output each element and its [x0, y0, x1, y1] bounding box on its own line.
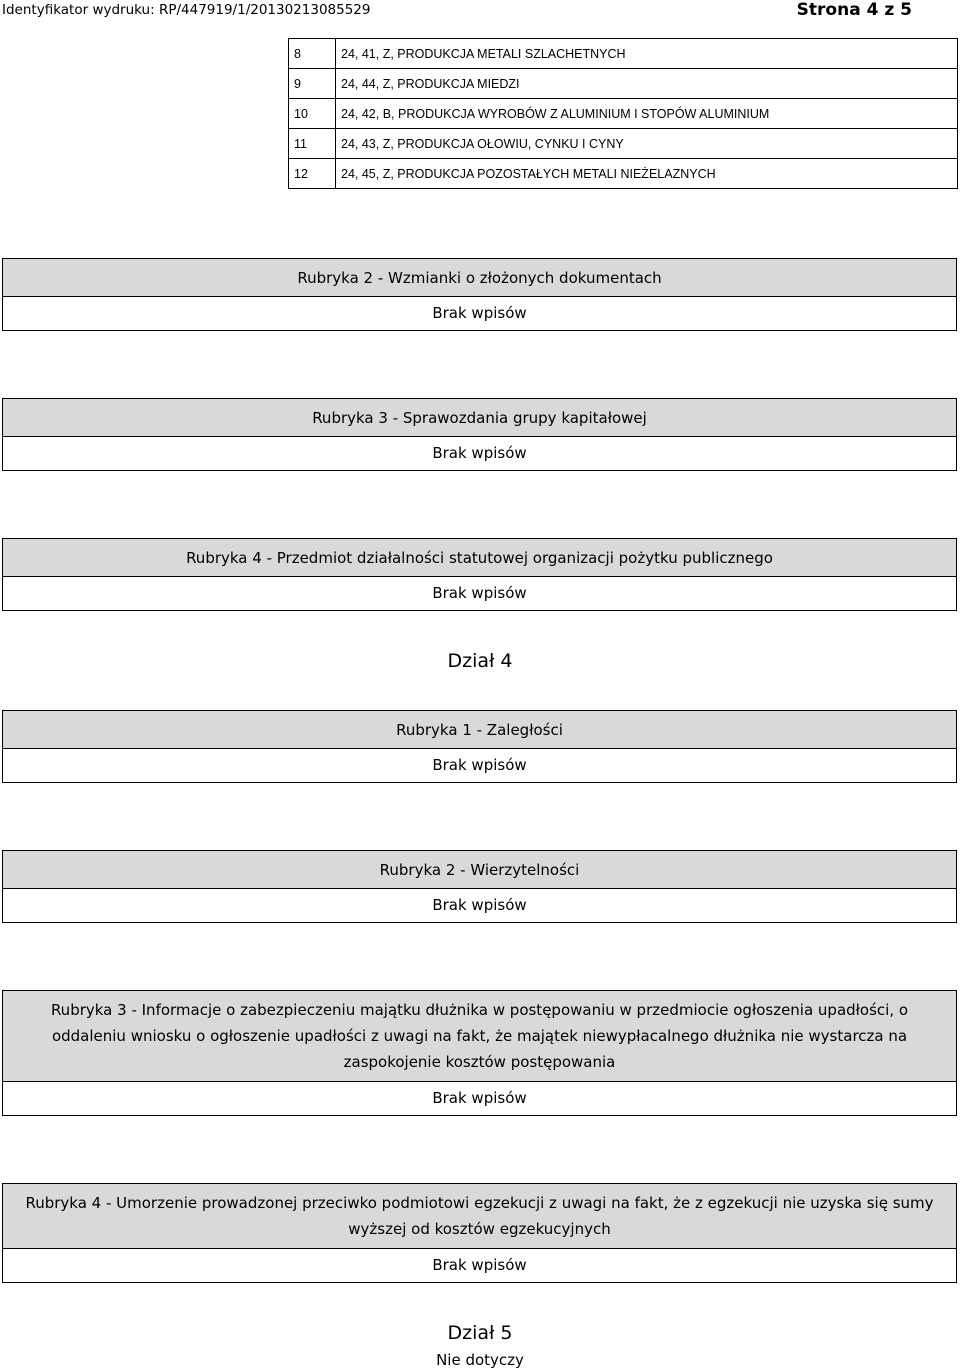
table-row — [289, 39, 958, 69]
row-number: 8 — [289, 39, 336, 69]
rubric-title: Rubryka 3 - Informacje o zabezpieczeniu majątku dłużnika w postępowaniu w przedmiocie ogłoszenia upadłości, o oddaleniu wniosku o ogłoszenie upadłości z uwagi na fakt, że majątek niewypłacalnego dłużnika nie wystarcza na zaspokojenie kosztów postępowania — [3, 991, 956, 1082]
rubric-body: Brak wpisów — [432, 1089, 527, 1107]
rubric-body: Brak wpisów — [432, 584, 527, 602]
rubric-body: Brak wpisów — [432, 304, 527, 322]
table-row — [289, 129, 958, 159]
rubric-body: Brak wpisów — [432, 896, 527, 914]
row-number: 11 — [289, 129, 336, 159]
rubric-box — [2, 990, 957, 1116]
rubric-box — [2, 1183, 957, 1283]
rubric-box — [2, 710, 957, 783]
rubric-title: Rubryka 2 - Wierzytelności — [3, 851, 956, 889]
table-row — [289, 159, 958, 189]
rubric-title: Rubryka 3 - Sprawozdania grupy kapitałowej — [3, 399, 956, 437]
print-identifier: Identyfikator wydruku: RP/447919/1/20130213085529 — [2, 2, 371, 18]
not-applicable-note: Nie dotyczy — [436, 1351, 524, 1369]
rubric-title: Rubryka 4 - Umorzenie prowadzonej przeciwko podmiotowi egzekucji z uwagi na fakt, że z egzekucji nie uzyska się sumy wyższej od kosztów egzekucyjnych — [3, 1184, 956, 1249]
row-number: 10 — [289, 99, 336, 129]
section-heading: Dział 5 — [447, 1322, 513, 1344]
rubric-body: Brak wpisów — [432, 444, 527, 462]
rubric-box — [2, 538, 957, 611]
table-row — [289, 69, 958, 99]
rubric-title: Rubryka 4 - Przedmiot działalności statutowej organizacji pożytku publicznego — [3, 539, 956, 577]
rubric-body: Brak wpisów — [432, 1256, 527, 1274]
rubric-body: Brak wpisów — [432, 756, 527, 774]
row-number: 12 — [289, 159, 336, 189]
activities-table — [288, 38, 958, 189]
row-text: 24, 45, Z, PRODUKCJA POZOSTAŁYCH METALI NIEŻELAZNYCH — [336, 159, 958, 189]
rubric-box — [2, 398, 957, 471]
rubric-title: Rubryka 1 - Zaległości — [3, 711, 956, 749]
row-text: 24, 44, Z, PRODUKCJA MIEDZI — [336, 69, 958, 99]
row-text: 24, 41, Z, PRODUKCJA METALI SZLACHETNYCH — [336, 39, 958, 69]
rubric-title: Rubryka 2 - Wzmianki o złożonych dokumentach — [3, 259, 956, 297]
section-heading: Dział 4 — [447, 650, 513, 672]
rubric-box — [2, 850, 957, 923]
row-text: 24, 43, Z, PRODUKCJA OŁOWIU, CYNKU I CYNY — [336, 129, 958, 159]
rubric-box — [2, 258, 957, 331]
page-number: Strona 4 z 5 — [796, 0, 912, 20]
table-row — [289, 99, 958, 129]
row-number: 9 — [289, 69, 336, 99]
row-text: 24, 42, B, PRODUKCJA WYROBÓW Z ALUMINIUM I STOPÓW ALUMINIUM — [336, 99, 958, 129]
